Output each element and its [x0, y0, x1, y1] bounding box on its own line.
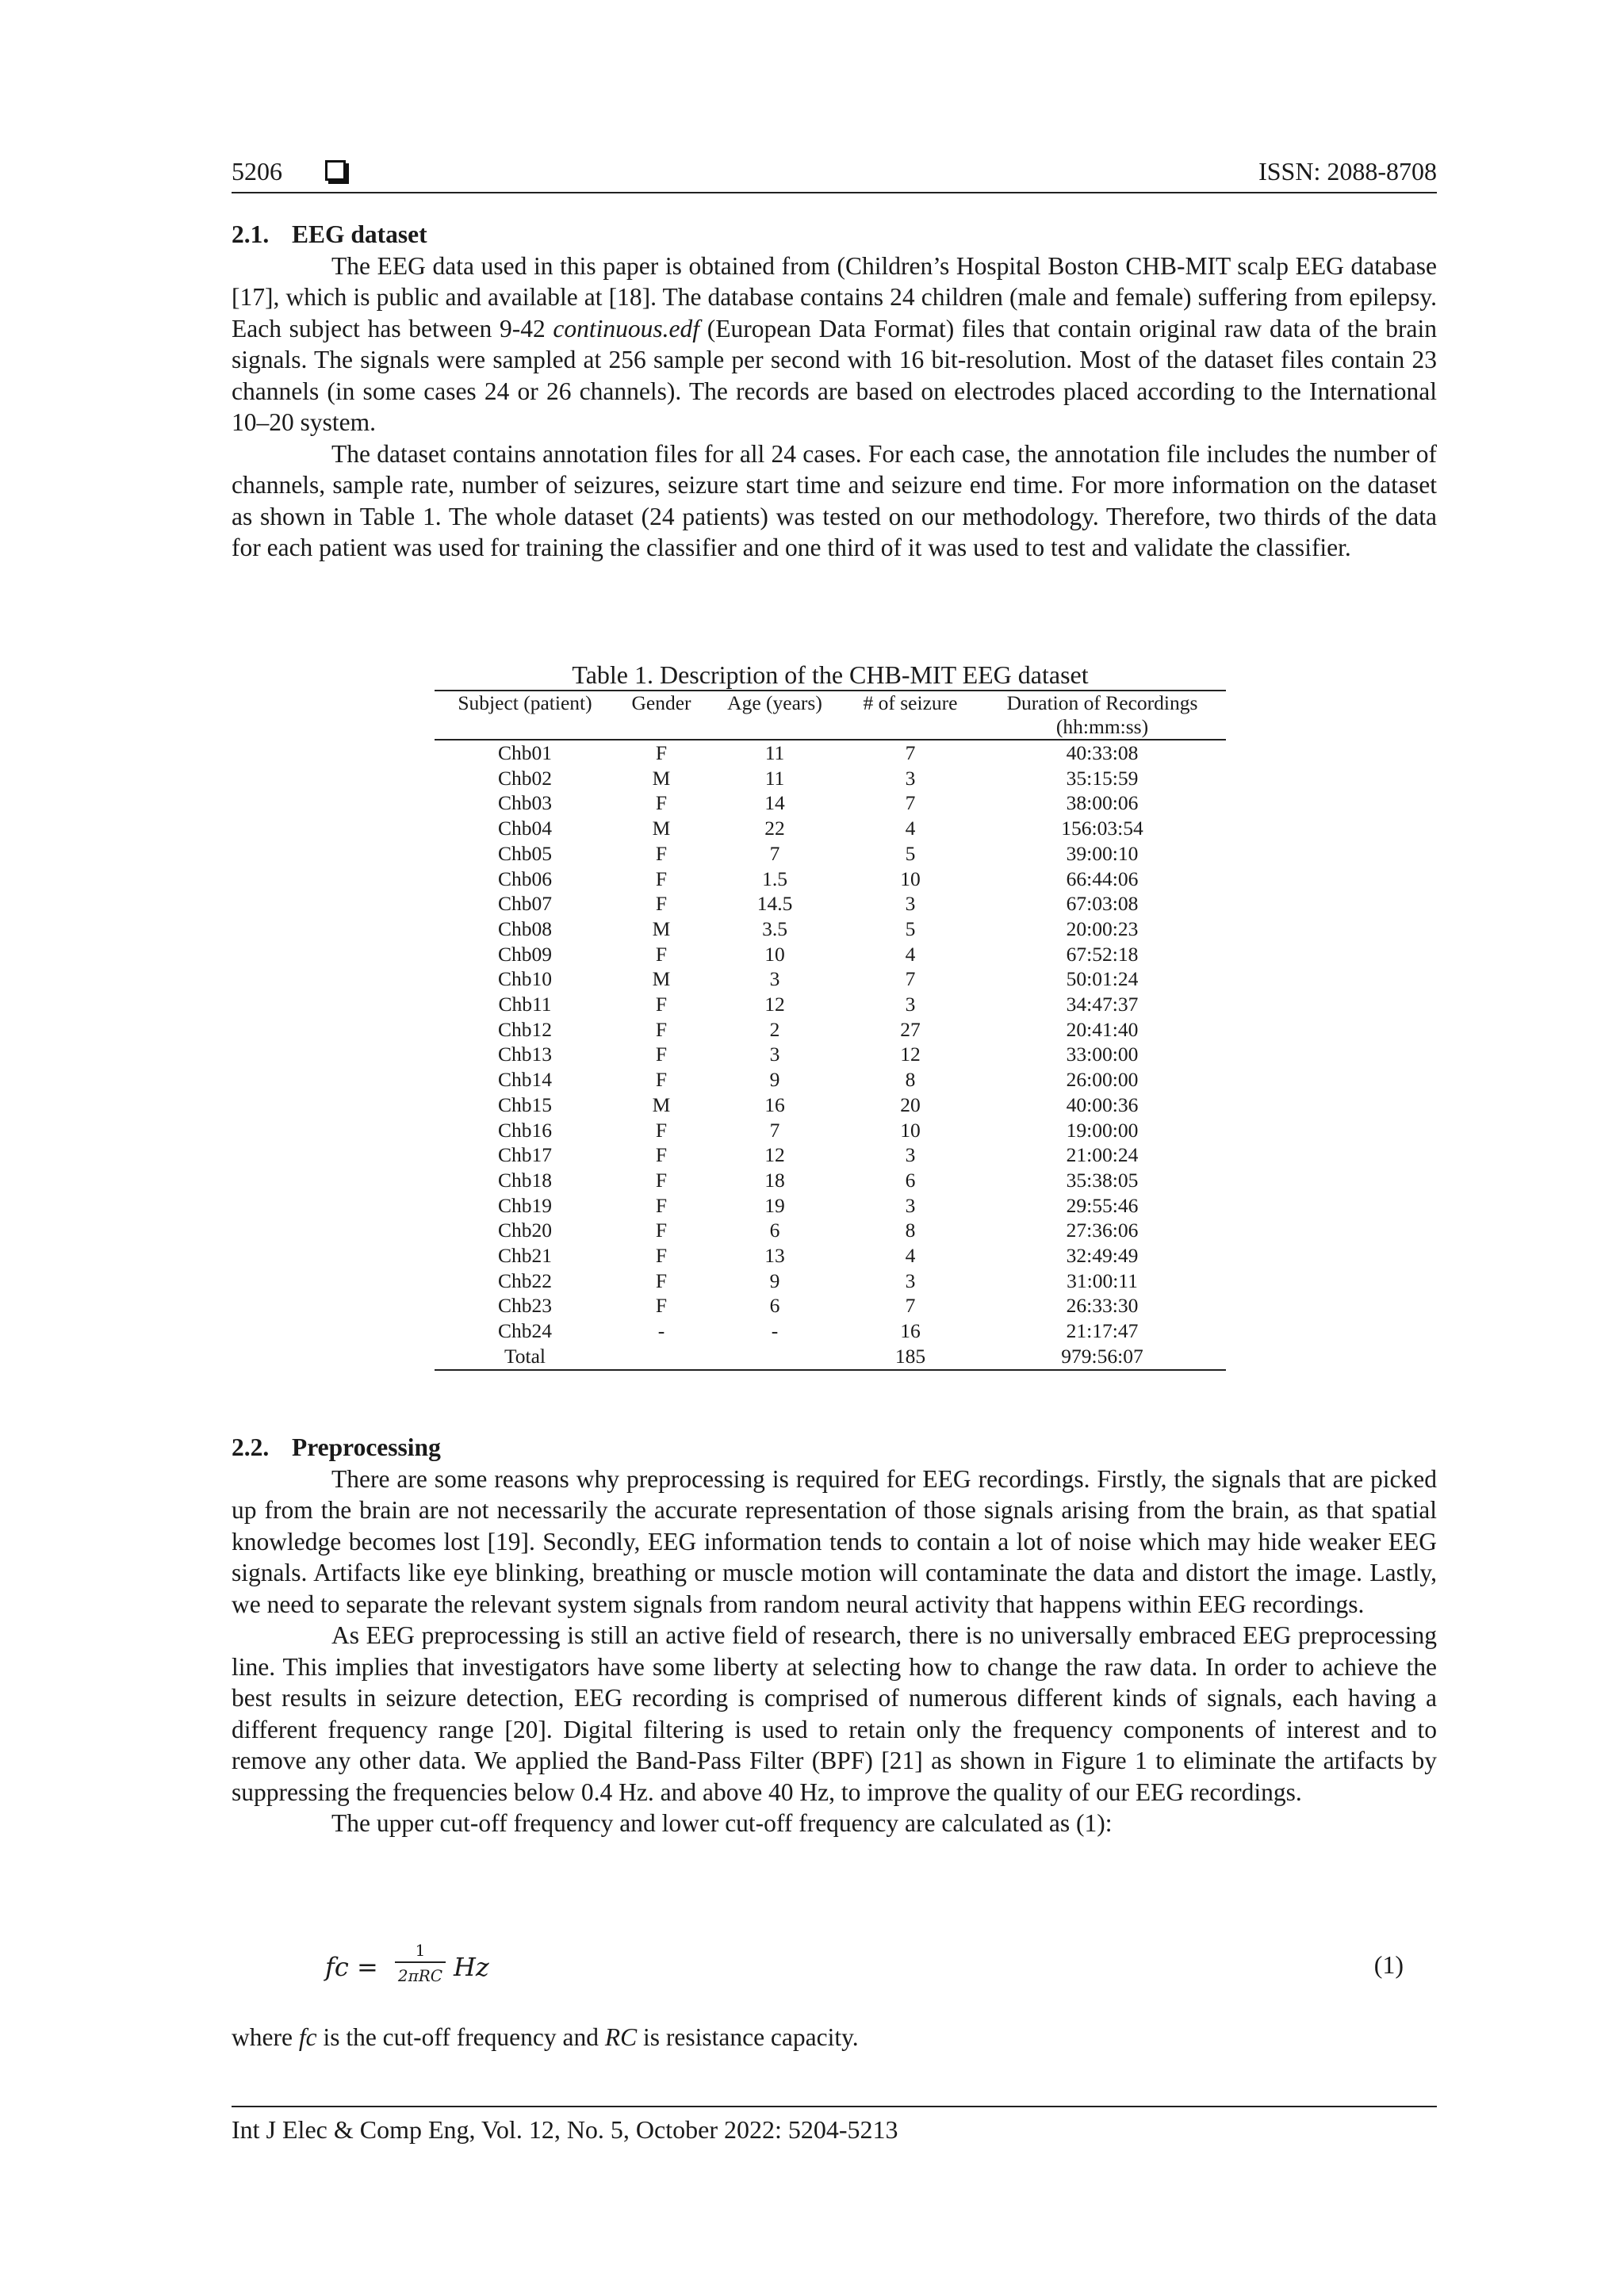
dataset-table — [435, 690, 1226, 1371]
table-cell: 35:38:05 — [1066, 1168, 1139, 1192]
table-cell: 12 — [764, 1143, 785, 1167]
equation-unit: Hz — [454, 1952, 489, 1982]
table-cell: 33:00:00 — [1066, 1043, 1139, 1066]
table-cell: F — [655, 1168, 668, 1192]
table-cell: M — [652, 967, 671, 991]
table-cell: 7 — [769, 841, 780, 865]
table-cell: Chb16 — [497, 1118, 552, 1142]
table-cell: 38:00:06 — [1066, 791, 1139, 815]
table-cell: 8 — [905, 1219, 916, 1242]
table-row — [435, 867, 1226, 892]
table-row — [435, 966, 1226, 992]
table-cell: Chb10 — [497, 967, 552, 991]
table-row — [435, 992, 1226, 1017]
table-cell: 21:00:24 — [1066, 1143, 1139, 1167]
table-cell: 26:33:30 — [1066, 1294, 1139, 1318]
table-cell: Chb13 — [497, 1043, 552, 1066]
journal-citation: Int J Elec & Comp Eng, Vol. 12, No. 5, October 2022: 5204-5213 — [232, 2115, 898, 2144]
equation-lhs: fc = — [325, 1952, 378, 1982]
fraction-bar — [395, 1961, 446, 1963]
table-row — [435, 1168, 1226, 1193]
paragraph: The upper cut-off frequency and lower cut-off frequency are calculated as (1): — [331, 1809, 1113, 1837]
table-cell: 26:00:00 — [1066, 1068, 1139, 1092]
paragraph: There are some reasons why preprocessing is required for EEG recordings. Firstly, the signals that are picked up from the brain are not necessarily the accurate representation of those signals arising from the brain, as that spatial knowledge becomes lost [19]. Secondly, EEG information tends to contain a lot of noise which may hide weaker EEG signals. Artifacts like eye blinking, breathing or muscle motion will contaminate the data and distort the image. Lastly, we need to separate the relevant system signals from random neural activity that happens within EEG recordings. — [232, 1464, 1437, 1618]
table-cell: Chb07 — [497, 892, 552, 916]
table-cell: 12 — [900, 1043, 921, 1066]
table-cell: 18 — [764, 1168, 785, 1192]
table-cell: 16 — [764, 1093, 785, 1116]
table-cell: 3 — [905, 1269, 916, 1292]
table-cell: 3.5 — [762, 916, 787, 940]
table-cell: 40:00:36 — [1066, 1093, 1139, 1116]
table-cell: 6 — [769, 1294, 780, 1318]
table-cell: 7 — [905, 967, 916, 991]
table-cell: F — [655, 1244, 668, 1268]
table-cell: Chb12 — [497, 1017, 552, 1041]
column-header-sub: (hh:mm:ss) — [1055, 715, 1149, 738]
table-cell: 35:15:59 — [1066, 766, 1139, 790]
table-cell: Chb24 — [497, 1319, 552, 1343]
table-cell: Total — [504, 1344, 546, 1368]
column-header: # of seizure — [863, 691, 958, 714]
table-cell: Chb22 — [497, 1269, 552, 1292]
table-cell: 34:47:37 — [1066, 993, 1139, 1016]
table-cell: Chb17 — [497, 1143, 552, 1167]
table-cell: F — [655, 1043, 668, 1066]
table-cell: M — [652, 817, 671, 840]
table-cell: Chb01 — [497, 741, 552, 764]
table-cell: F — [655, 942, 668, 966]
table-cell: 29:55:46 — [1066, 1193, 1139, 1217]
table-cell: Chb11 — [498, 993, 552, 1016]
table-row — [435, 816, 1226, 841]
table-row — [435, 1293, 1226, 1318]
column-header: Age (years) — [727, 691, 822, 714]
table-row — [435, 766, 1226, 791]
table-cell: 9 — [769, 1269, 780, 1292]
table-cell: F — [655, 1193, 668, 1217]
table-cell: Chb05 — [497, 841, 552, 865]
table-row — [435, 1318, 1226, 1344]
equation-fraction — [395, 1941, 446, 1985]
table-cell: 11 — [764, 741, 785, 764]
table-cell: F — [655, 1269, 668, 1292]
section-heading: 2.1. EEG dataset — [232, 220, 427, 248]
table-cell: - — [771, 1319, 779, 1343]
table-cell: 7 — [905, 1294, 916, 1318]
table-cell: 27 — [900, 1017, 921, 1041]
fraction-numerator: 1 — [415, 1941, 426, 1960]
table-cell: Chb23 — [497, 1294, 552, 1318]
table-cell — [615, 1344, 707, 1370]
table-cell: 50:01:24 — [1066, 967, 1139, 991]
table-cell: M — [652, 766, 671, 790]
table-cell: 6 — [905, 1168, 916, 1192]
table-row — [435, 1269, 1226, 1294]
table-row — [435, 916, 1226, 942]
table-cell: 31:00:11 — [1067, 1269, 1138, 1292]
table-cell: 67:52:18 — [1066, 942, 1139, 966]
table-cell — [707, 1344, 842, 1370]
paragraph: As EEG preprocessing is still an active field of research, there is no universally embraced EEG preprocessing line. This implies that investigators have some liberty at selecting how to change the raw data. In order to achieve the best results in seizure detection, EEG recording is comprised of numerous different kinds of signals, each having a different frequency range [20]. Digital filtering is used to retain only the frequency components of interest and to remove any other data. We applied the Band-Pass Filter (BPF) [21] as shown in Figure 1 to eliminate the artifacts by suppressing the frequencies below 0.4 Hz. and above 40 Hz, to improve the quality of our EEG recordings. — [232, 1621, 1437, 1806]
table-cell: Chb15 — [497, 1093, 552, 1116]
table-row — [435, 1344, 1226, 1370]
table-cell: Chb18 — [497, 1168, 552, 1192]
page-footer — [232, 2106, 1437, 2145]
table-cell: 1.5 — [762, 867, 787, 890]
table-row — [435, 1142, 1226, 1168]
fraction-denominator: 2πRC — [397, 1966, 443, 1985]
table-cell: F — [655, 841, 668, 865]
table-cell: F — [655, 1294, 668, 1318]
table-caption: Table 1. Description of the CHB-MIT EEG dataset — [572, 660, 1089, 689]
table-cell: Chb02 — [497, 766, 552, 790]
section-preprocessing — [232, 1432, 1437, 1839]
table-cell: 10 — [764, 942, 785, 966]
table-cell: 7 — [905, 741, 916, 764]
table-cell: 21:17:47 — [1066, 1319, 1139, 1343]
table-cell: 19:00:00 — [1066, 1118, 1139, 1142]
table-1 — [435, 660, 1226, 1371]
table-cell: F — [655, 1118, 668, 1142]
table-cell: 22 — [764, 817, 785, 840]
table-cell: Chb04 — [497, 817, 552, 840]
table-row — [435, 1017, 1226, 1043]
page-header — [232, 155, 1437, 193]
table-cell: 6 — [769, 1219, 780, 1242]
table-row — [435, 841, 1226, 867]
table-cell: Chb19 — [497, 1193, 552, 1217]
table-cell: 4 — [905, 942, 916, 966]
table-row — [435, 1118, 1226, 1143]
table-cell: 156:03:54 — [1061, 817, 1143, 840]
checkbox-square-icon — [325, 160, 346, 181]
table-cell: 67:03:08 — [1066, 892, 1139, 916]
table-cell: 10 — [900, 867, 921, 890]
table-cell: 7 — [905, 791, 916, 815]
table-cell: 4 — [905, 1244, 916, 1268]
table-row — [435, 942, 1226, 967]
table-cell: 66:44:06 — [1066, 867, 1139, 890]
table-cell: 14 — [764, 791, 785, 815]
equation-explanation: where fc is the cut-off frequency and RC is resistance capacity. — [232, 2023, 859, 2051]
table-cell: 8 — [905, 1068, 916, 1092]
table-cell: Chb21 — [497, 1244, 552, 1268]
table-cell: F — [655, 892, 668, 916]
table-cell: Chb20 — [497, 1219, 552, 1242]
table-cell: F — [655, 1017, 668, 1041]
table-cell: Chb08 — [497, 916, 552, 940]
table-row — [435, 1218, 1226, 1243]
table-header-row — [435, 691, 1226, 715]
table-cell: 19 — [764, 1193, 785, 1217]
table-header-row — [435, 715, 1226, 740]
table-row — [435, 1243, 1226, 1269]
table-cell: F — [655, 1143, 668, 1167]
table-row — [435, 740, 1226, 766]
table-row — [435, 790, 1226, 816]
table-cell: 20 — [900, 1093, 921, 1116]
table-cell: 5 — [905, 916, 916, 940]
column-header: Duration of Recordings — [1006, 691, 1198, 714]
column-header: Subject (patient) — [458, 691, 592, 714]
table-cell: 3 — [905, 766, 916, 790]
table-cell: 32:49:49 — [1066, 1244, 1139, 1268]
table-cell: Chb03 — [497, 791, 552, 815]
table-cell: 9 — [769, 1068, 780, 1092]
table-cell: F — [655, 791, 668, 815]
column-header: Gender — [631, 691, 691, 714]
equation-number: (1) — [1373, 1950, 1404, 1979]
table-cell: 16 — [900, 1319, 921, 1343]
table-cell: Chb06 — [497, 867, 552, 890]
table-cell: 11 — [764, 766, 785, 790]
table-cell: 5 — [905, 841, 916, 865]
table-cell: - — [657, 1319, 665, 1343]
table-cell: 3 — [905, 892, 916, 916]
paragraph: The dataset contains annotation files for all 24 cases. For each case, the annotation file includes the number of channels, sample rate, number of seizures, seizure start time and seizure end time. For more information on the dataset as shown in Table 1. The whole dataset (24 patients) was tested on our methodology. Therefore, two thirds of the data for each patient was used for training the classifier and one third of it was used to test and validate the classifier. — [232, 439, 1437, 561]
table-row — [435, 1093, 1226, 1118]
table-cell: M — [652, 916, 671, 940]
table-cell: 3 — [905, 993, 916, 1016]
table-cell: 979:56:07 — [1061, 1344, 1143, 1368]
table-cell: F — [655, 1068, 668, 1092]
table-row — [435, 1193, 1226, 1219]
table-cell: 3 — [769, 1043, 780, 1066]
page-number: 5206 — [232, 157, 282, 186]
table-cell: 3 — [905, 1193, 916, 1217]
table-cell: Chb14 — [497, 1068, 552, 1092]
table-cell: 13 — [764, 1244, 785, 1268]
table-cell: M — [652, 1093, 671, 1116]
table-cell: 7 — [769, 1118, 780, 1142]
table-cell: F — [655, 741, 668, 764]
section-heading: 2.2. Preprocessing — [232, 1433, 441, 1461]
table-cell: F — [655, 867, 668, 890]
table-row — [435, 1042, 1226, 1067]
table-cell: 3 — [769, 967, 780, 991]
section-eeg-dataset — [232, 219, 1437, 564]
table-cell: 2 — [769, 1017, 780, 1041]
table-cell: 185 — [894, 1344, 926, 1368]
table-cell: 39:00:10 — [1066, 841, 1139, 865]
table-row — [435, 1067, 1226, 1093]
table-cell: F — [655, 1219, 668, 1242]
table-cell: 3 — [905, 1143, 916, 1167]
table-cell: 40:33:08 — [1066, 741, 1139, 764]
paragraph: The EEG data used in this paper is obtained from (Children’s Hospital Boston CHB-MIT scalp EEG database [17], which is public and available at [18]. The database contains 24 children (male and female) suffering from epilepsy. Each subject has between 9-42 continuous.edf (European Data Format) files that contain original raw data of the brain signals. The signals were sampled at 256 sample per second with 16 bit-resolution. Most of the dataset files contain 23 channels (in some cases 24 or 26 channels). The records are based on electrodes placed according to the International 10–20 system. — [232, 251, 1437, 436]
table-cell: 14.5 — [756, 892, 793, 916]
equation-1 — [325, 1936, 1404, 1999]
table-cell: 20:41:40 — [1066, 1017, 1139, 1041]
table-cell: 20:00:23 — [1066, 916, 1139, 940]
table-cell: 10 — [900, 1118, 921, 1142]
table-cell: F — [655, 993, 668, 1016]
table-cell: 27:36:06 — [1066, 1219, 1139, 1242]
table-cell: 12 — [764, 993, 785, 1016]
table-cell: Chb09 — [497, 942, 552, 966]
table-cell: 4 — [905, 817, 916, 840]
issn: ISSN: 2088-8708 — [1258, 157, 1437, 186]
table-row — [435, 891, 1226, 916]
